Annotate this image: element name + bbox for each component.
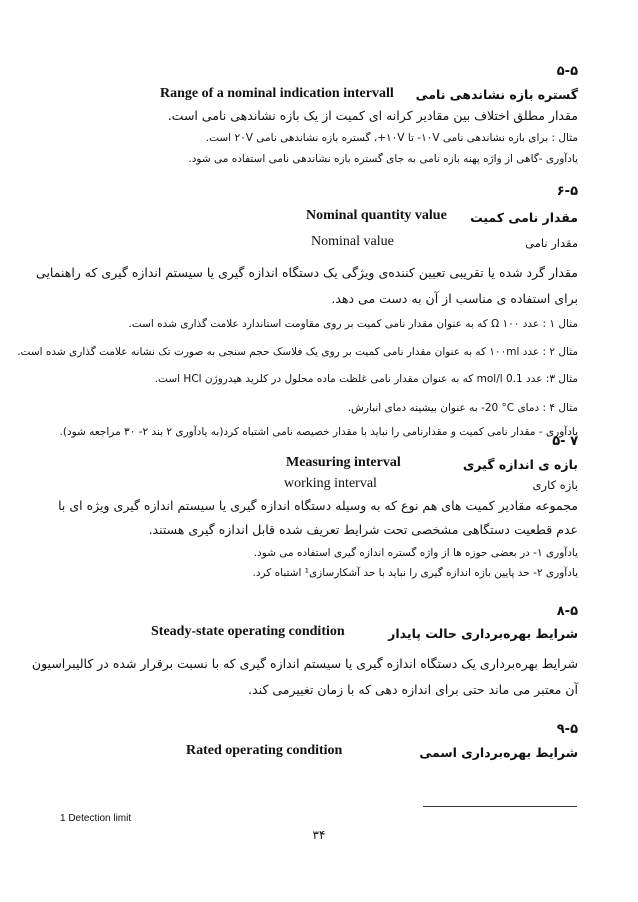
footnote: 1 Detection limit (60, 813, 132, 824)
definition: مقدار مطلق اختلاف بین مقادیر کرانه ای کمیت از یک بازه نشاندهی نامی است. (167, 108, 578, 123)
section-number: ۹-۵ (556, 722, 578, 737)
term-title-en: Steady-state operating condition (151, 624, 345, 639)
section-number: ۵-۵ (556, 64, 578, 79)
term-title-fa: بازه ی اندازه گیری (462, 457, 578, 472)
example: مثال ۱ : عدد ۱۰۰ Ω که به عنوان مقدار نامی کمیت بر روی مقاومت استاندارد علامت گذاری شده است. (128, 318, 578, 330)
term-title-en: Range of a nominal indication intervall (160, 86, 394, 101)
alt-term-en: working interval (284, 476, 377, 491)
term-title-en: Measuring interval (286, 455, 401, 470)
footnote-divider (423, 806, 577, 807)
term-title-en: Nominal quantity value (306, 208, 447, 223)
example: مثال ۴ : دمای ‎-20 °C‎ به عنوان بیشینه دمای انبارش. (347, 402, 578, 414)
section-number: ۷ -۵ (552, 434, 578, 449)
definition: برای استفاده ی مناسب از آن به دست می دهد. (331, 291, 578, 306)
definition: عدم قطعیت دستگاهی مشخصی تحت شرایط تعریف شده قابل اندازه گیری هستند. (148, 522, 578, 537)
note: یادآوری - مقدار نامی کمیت و مقدارنامی را نباید با مقدار خصیصه نامی اشتباه کرد(به یادآوری ۲ بند ۲- ۳۰ مراجعه شود). (59, 426, 578, 438)
term-title-fa: مقدار نامی کمیت (470, 210, 578, 225)
definition: آن معتبر می ماند حتی برای اندازه دهی که با زمان تغییرمی کند. (248, 682, 578, 697)
note: یادآوری ۱- در بعضی حوزه ها از واژه گستره اندازه گیری استفاده می شود. (253, 547, 578, 559)
note: یادآوری -گاهی از واژه پهنه بازه نامی به جای گستره بازه نشاندهی نامی استفاده می شود. (188, 153, 578, 165)
example: مثال : برای بازه نشاندهی نامی ۱۰V- تا ۱۰V+، گستره بازه نشاندهی نامی ۲۰V است. (205, 132, 578, 144)
page-number: ۳۴ (312, 828, 326, 842)
definition: شرایط بهره‌برداری یک دستگاه اندازه گیری یا سیستم اندازه گیری که با نسبت برقرار شده در کالیبراسیون (31, 656, 578, 671)
definition: مجموعه مقادیر کمیت های هم نوع که به وسیله دستگاه اندازه گیری یا سیستم اندازه گیری ویژه ای با (58, 498, 578, 513)
example: مثال ۳: عدد 0.1 mol/l که به عنوان مقدار نامی غلظت ماده محلول در کلرید هیدروژن HCl است. (154, 373, 578, 385)
example: مثال ۲ : عدد ۱۰۰ml که به عنوان مقدار نامی کمیت بر روی یک فلاسک حجم سنجی به صورت تک نشانه علامت گذاری شده است. (17, 346, 578, 358)
term-title-fa: شرایط بهره‌برداری حالت پایدار (388, 626, 578, 641)
definition: مقدار گرد شده یا تقریبی تعیین کننده‌ی ویژگی یک دستگاه اندازه گیری یا سیستم اندازه گیری که راهنمایی (36, 265, 578, 280)
term-title-en: Rated operating condition (186, 743, 343, 758)
term-title-fa: شرایط بهره‌برداری اسمی (419, 745, 578, 760)
alt-term-en: Nominal value (311, 234, 394, 249)
note: یادآوری ۲- حد پایین بازه اندازه گیری را نباید با حد آشکارسازی¹ اشتباه کرد. (252, 567, 578, 579)
alt-term-fa: مقدار نامی (525, 236, 578, 250)
term-title-fa: گستره بازه نشاندهی نامی (415, 87, 578, 102)
section-number: ۶-۵ (556, 184, 578, 199)
alt-term-fa: بازه کاری (532, 478, 578, 492)
section-number: ۸-۵ (556, 604, 578, 619)
